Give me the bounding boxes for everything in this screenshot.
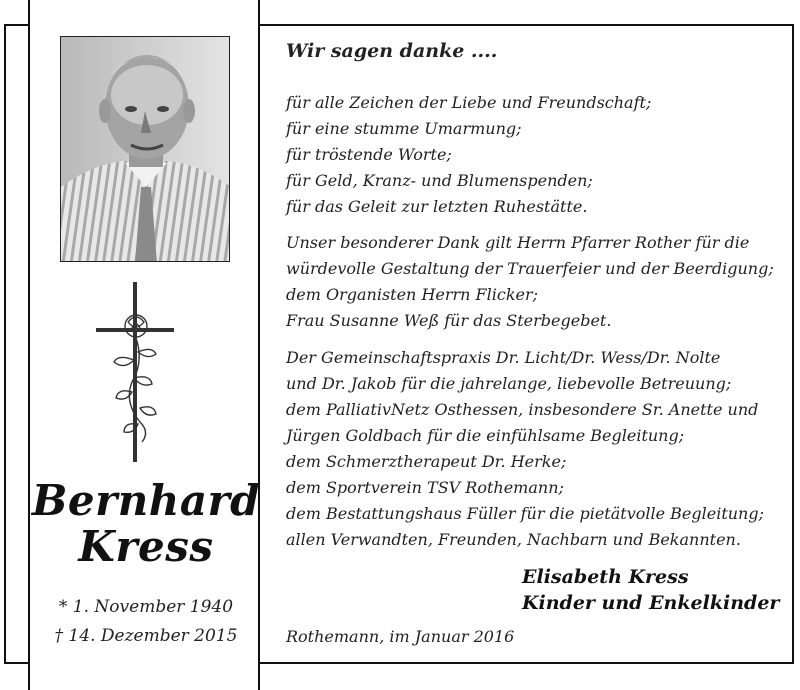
text-line: dem Organisten Herrn Flicker;: [286, 285, 539, 304]
text-line: für Geld, Kranz- und Blumenspenden;: [286, 171, 593, 190]
signature-family: Kinder und Enkelkinder: [522, 592, 780, 614]
thanks-block-1: [286, 90, 651, 220]
death-date: † 14. Dezember 2015: [54, 626, 238, 646]
cross-with-rose-icon: [96, 282, 196, 462]
text-line: Frau Susanne Weß für das Sterbegebet.: [286, 311, 612, 330]
last-name: Kress: [78, 522, 214, 571]
text-line: allen Verwandten, Freunden, Nachbarn und Bekannten.: [286, 530, 741, 549]
signature-name: Elisabeth Kress: [522, 566, 689, 588]
text-line: für eine stumme Umarmung;: [286, 119, 522, 138]
text-line: für alle Zeichen der Liebe und Freundschaft;: [286, 93, 652, 112]
text-line: dem Schmerztherapeut Dr. Herke;: [286, 452, 567, 471]
text-line: Jürgen Goldbach für die einfühlsame Begleitung;: [286, 426, 685, 445]
text-line: dem Bestattungshaus Füller für die pietätvolle Begleitung;: [286, 504, 764, 523]
portrait-photo: [60, 36, 230, 262]
text-line: würdevolle Gestaltung der Trauerfeier und der Beerdigung;: [286, 259, 774, 278]
text-line: und Dr. Jakob für die jahrelange, liebevolle Betreuung;: [286, 374, 732, 393]
text-line: dem PalliativNetz Osthessen, insbesondere Sr. Anette und: [286, 400, 759, 419]
thanks-block-2: [286, 230, 774, 334]
place-date: Rothemann, im Januar 2016: [286, 627, 515, 646]
first-name: Bernhard: [31, 476, 261, 525]
birth-date: * 1. November 1940: [58, 597, 234, 617]
text-line: für tröstende Worte;: [286, 145, 452, 164]
left-column: [28, 0, 260, 690]
thanks-block-3: [286, 345, 764, 553]
text-line: dem Sportverein TSV Rothemann;: [286, 478, 564, 497]
headline: Wir sagen danke ....: [286, 40, 498, 62]
portrait-illustration: [61, 37, 230, 262]
text-line: Unser besonderer Dank gilt Herrn Pfarrer Rother für die: [286, 233, 750, 252]
text-line: Der Gemeinschaftspraxis Dr. Licht/Dr. Wess/Dr. Nolte: [286, 348, 721, 367]
text-line: für das Geleit zur letzten Ruhestätte.: [286, 197, 588, 216]
